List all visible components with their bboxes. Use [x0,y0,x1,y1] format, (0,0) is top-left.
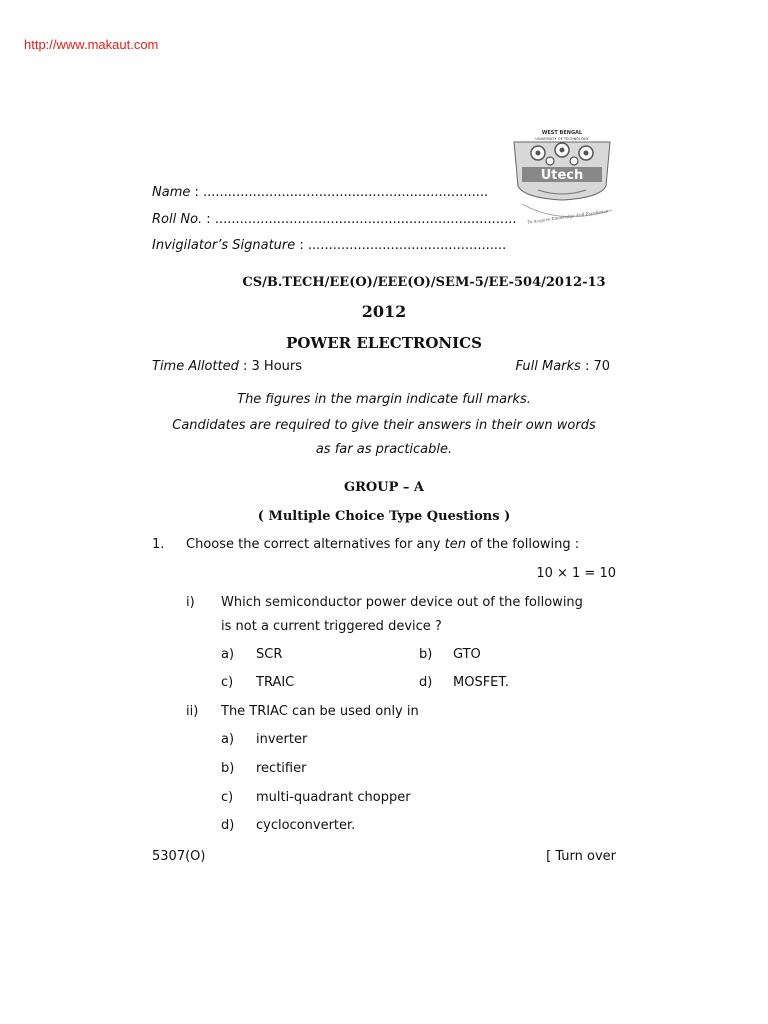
name-field[interactable] [152,185,488,200]
paper-code: CS/B.TECH/EE(O)/EEE(O)/SEM-5/EE-504/2012-13 [242,275,606,290]
option-text: inverter [256,732,308,747]
instruction-line: Candidates are required to give their answers in their own words [172,418,596,433]
marks-label: Full Marks [515,359,581,374]
paper-year: 2012 [361,302,407,321]
item-text-line: is not a current triggered device ? [221,619,442,634]
time-value: : 3 Hours [238,359,303,374]
option-key: c) [221,790,234,805]
name-dots: : ..................................................................... [190,185,489,200]
roll-no-label: Roll No. [152,212,203,227]
logo-sub-text: UNIVERSITY OF TECHNOLOGY [535,137,589,141]
option-text: GTO [453,647,481,662]
option-text: cycloconverter. [256,818,356,833]
option-key: a) [221,732,235,747]
roll-no-dots: : ......................................................................... [202,212,517,227]
time-label: Time Allotted [152,359,239,374]
invigilator-signature-field[interactable] [152,238,506,253]
roll-no-field[interactable] [152,212,516,227]
option-key: d) [221,818,235,833]
name-label: Name [152,185,191,200]
question-marks: 10 × 1 = 10 [536,566,616,581]
subject-title: POWER ELECTRONICS [286,334,482,352]
time-allotted [152,359,302,374]
item-number: ii) [186,704,199,719]
logo-motto: To Acquire Knowledge And Excellence [526,208,609,225]
option-text: MOSFET. [453,675,509,690]
option-key: a) [221,647,235,662]
full-marks [515,359,610,374]
instruction-line: as far as practicable. [315,442,453,457]
item-text-line: Which semiconductor power device out of the following [221,595,583,610]
group-title: GROUP – A [344,480,424,495]
option-text: multi-quadrant chopper [256,790,411,805]
option-text: TRAIC [256,675,295,690]
option-key: c) [221,675,234,690]
option-key: b) [221,761,235,776]
invigilator-signature-label: Invigilator’s Signature [152,238,296,253]
question-number: 1. [152,537,165,552]
option-text: rectifier [256,761,307,776]
item-text-line: The TRIAC can be used only in [221,704,419,719]
university-logo [508,128,616,236]
instruction-line: The figures in the margin indicate full marks. [237,392,531,407]
item-number: i) [186,595,195,610]
option-key: d) [419,675,433,690]
logo-name: Utech [540,168,584,183]
question-text: Choose the correct alternatives for any ten of the following : [186,537,580,552]
logo-top-text: WEST BENGAL [541,130,583,136]
source-url[interactable]: http://www.makaut.com [24,37,159,52]
group-subtitle: ( Multiple Choice Type Questions ) [257,509,511,524]
invigilator-signature-dots: : ................................................ [295,238,507,253]
marks-value: : 70 [580,359,610,374]
turn-over: [ Turn over [546,849,616,864]
option-key: b) [419,647,433,662]
footer-code: 5307(O) [152,849,206,864]
option-text: SCR [256,647,283,662]
